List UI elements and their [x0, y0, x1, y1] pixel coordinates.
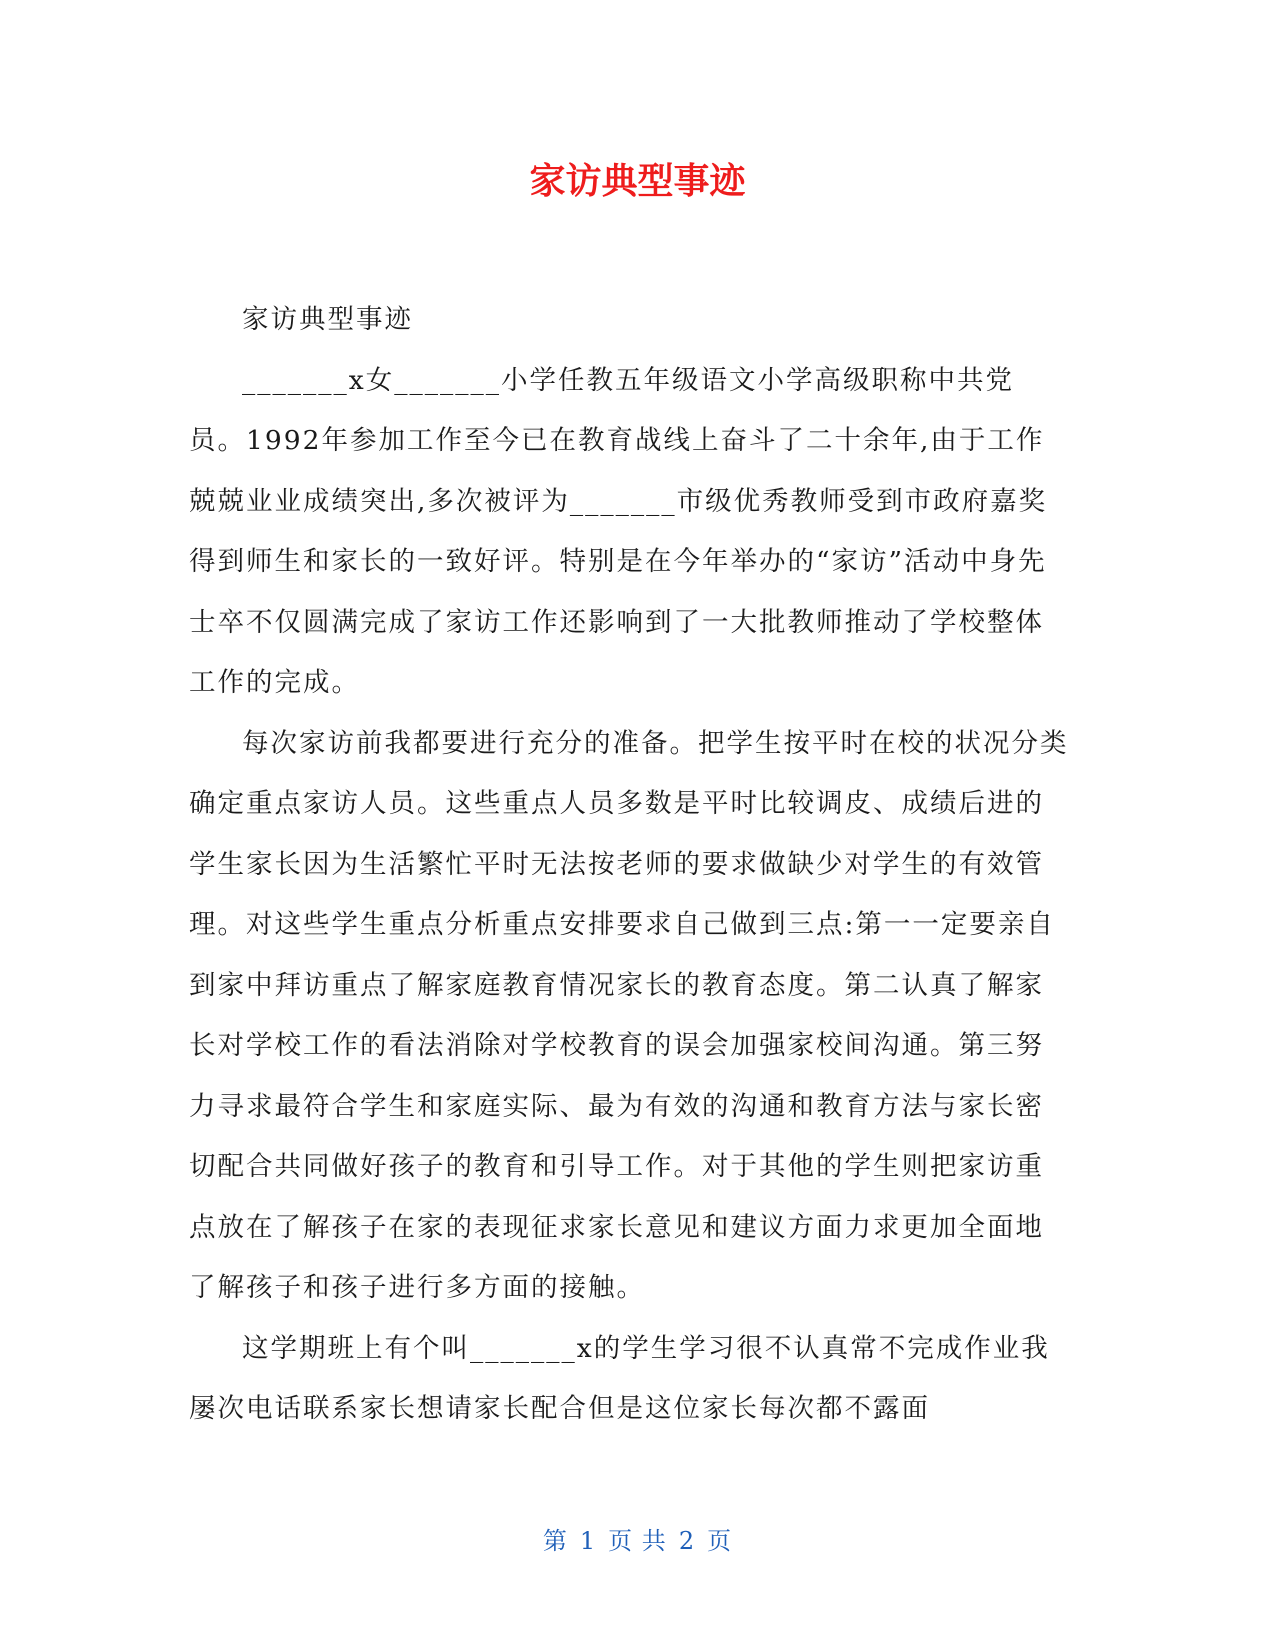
- paragraph-3: 这学期班上有个叫_______x的学生学习很不认真常不完成作业我屡次电话联系家长想请家长配合但是这位家长每次都不露面: [189, 1332, 1050, 1424]
- page-title: 家访典型事迹: [529, 161, 746, 202]
- footer-total-pages: 2: [678, 1527, 696, 1555]
- paragraph-2: 每次家访前我都要进行充分的准备。把学生按平时在校的状况分类确定重点家访人员。这些重点人员多数是平时比较调皮、成绩后进的学生家长因为生活繁忙平时无法按老师的要求做缺少对学生的有效管理。对这些学生重点分析重点安排要求自己做到三点:第一一定要亲自到家中拜访重点了解家庭教育情况家长的教育态度。第二认真了解家长对学校工作的看法消除对学校教育的误会加强家校间沟通。第三努力寻求最符合学生和家庭实际、最为有效的沟通和教育方法与家长密切配合共同做好孩子的教育和引导工作。对于其他的学生则把家访重点放在了解孩子在家的表现征求家长意见和建议方面力求更加全面地了解孩子和孩子进行多方面的接触。: [189, 727, 1069, 1303]
- footer-label-mid: 页 共: [608, 1527, 667, 1555]
- page-footer: [0, 1526, 1275, 1556]
- footer-current-page: 1: [579, 1527, 597, 1555]
- paragraph-1: _______x女_______小学任教五年级语文小学高级职称中共党员。1992年参加工作至今已在教育战线上奋斗了二十余年,由于工作兢兢业业成绩突出,多次被评为_______市级优秀教师受到市政府嘉奖得到师生和家长的一致好评。特别是在今年举办的“家访”活动中身先士卒不仅圆满完成了家访工作还影响到了一大批教师推动了学校整体工作的完成。: [189, 364, 1048, 698]
- paragraph-heading: 家访典型事迹: [242, 304, 413, 335]
- document-body: [189, 290, 1069, 1440]
- footer-label-pre: 第: [542, 1527, 568, 1555]
- footer-label-post: 页: [707, 1527, 733, 1555]
